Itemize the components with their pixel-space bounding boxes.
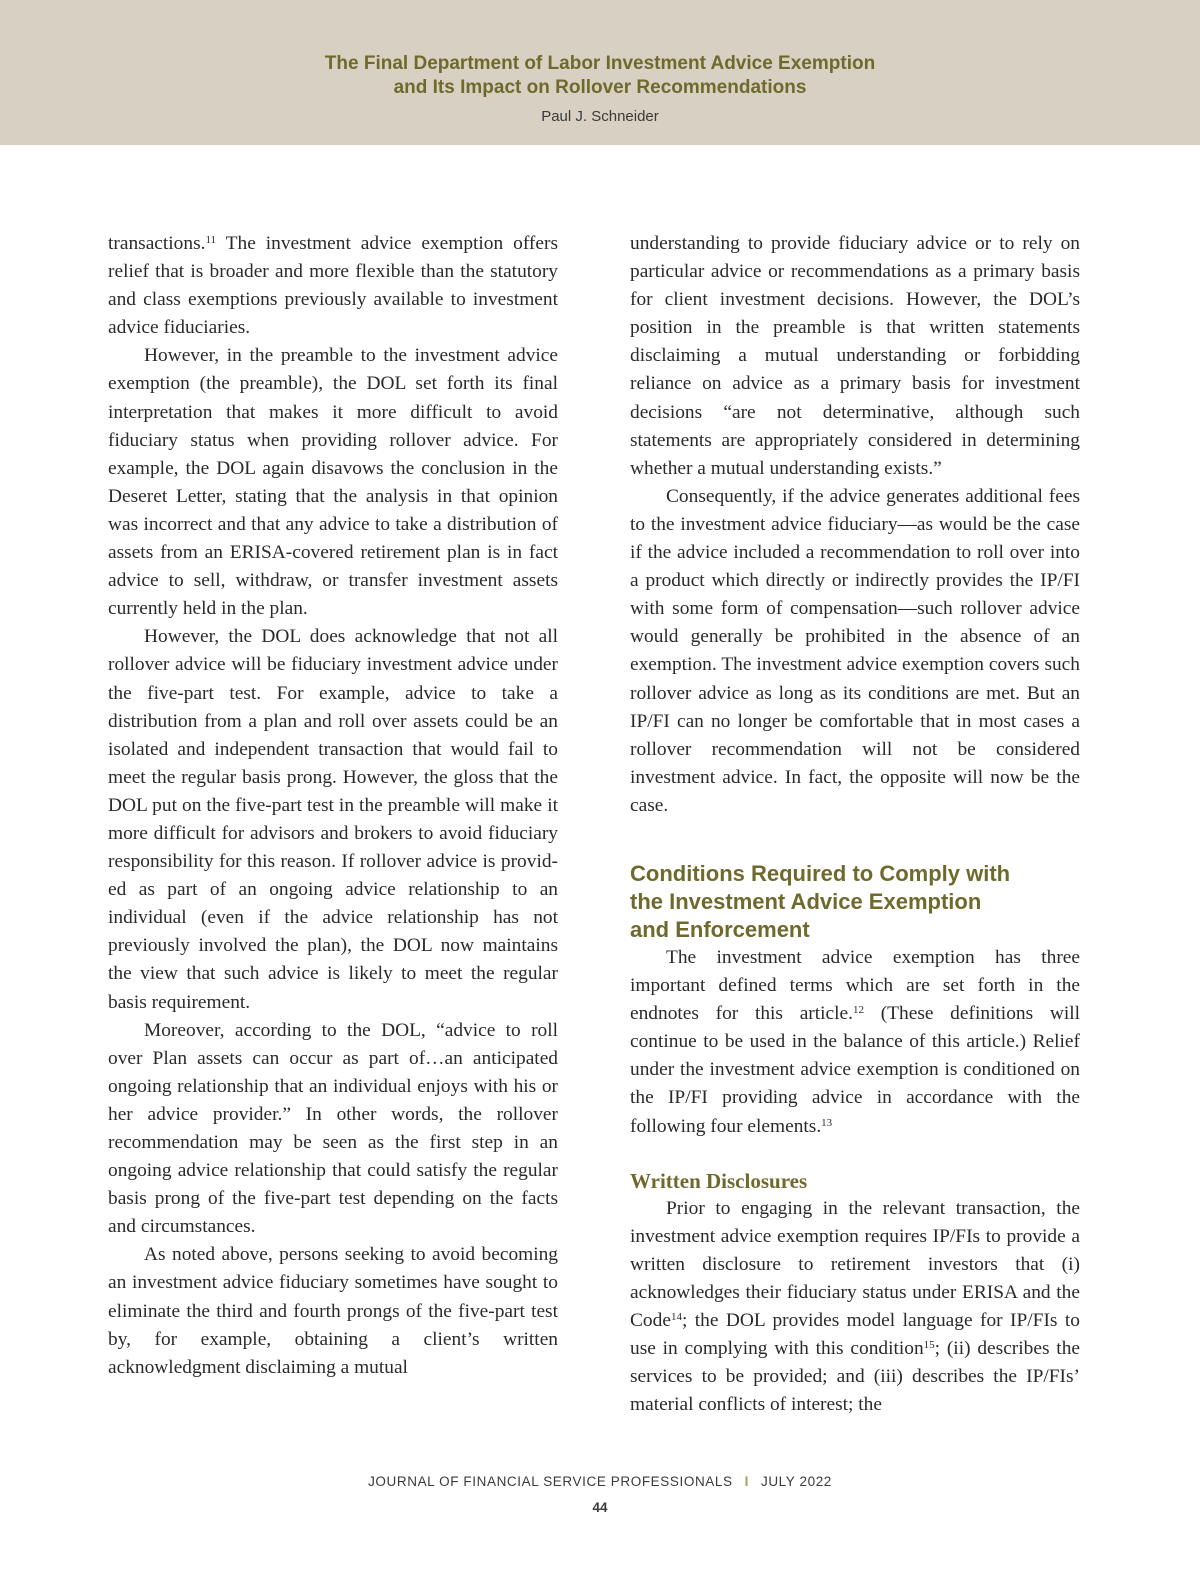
header-band — [0, 0, 1200, 145]
journal-name: JOURNAL OF FINANCIAL SERVICE PROFESSIONALS — [368, 1474, 733, 1489]
running-footer — [0, 1474, 1200, 1489]
section-heading-line: and Enforcement — [630, 916, 810, 942]
section-heading-line: Conditions Required to Comply with — [630, 860, 1011, 886]
paragraph-text: transactions. — [108, 233, 206, 254]
paragraph — [108, 230, 558, 342]
paragraph — [630, 944, 1080, 1141]
paragraph-text: ; (ii) describes the services to be provided; and (iii) describes the IP/FIs’ material conflicts of interest; the — [630, 1338, 1080, 1416]
article-title-line-1: The Final Department of Labor Investment Advice Exemption — [324, 53, 876, 74]
paragraph: As noted above, persons seeking to avoid becoming an investment advice fiduciary sometimes have sought to eliminate the third and fourth prongs of the five-part test by, for example, obtaining a client’s written acknowledgment disclaiming a mutual — [108, 1244, 558, 1378]
footnote-ref: 14 — [670, 1310, 682, 1323]
issue-date: JULY 2022 — [760, 1474, 832, 1489]
subsection-heading: Written Disclosures — [630, 1168, 808, 1193]
paragraph: However, the DOL does acknowledge that not all rollover advice will be fiduciary investment advice under the five-part test. For example, advice to take a distribution from a plan and roll over assets could be an isolated and independent transaction that would fail to meet the regular basis prong. However, the gloss that the DOL put on the five-part test in the preamble will make it more difficult for advisors and brokers to avoid fiduciary responsibility for this reason. If rollover advice is provided as part of an ongoing advice relationship to an individual (even if the advice relationship has not previously involved the plan), the DOL now maintains the view that such advice is likely to meet the regular basis requirement. — [108, 626, 558, 1013]
footnote-ref: 11 — [205, 233, 217, 246]
paragraph-text: (These definitions will continue to be used in the balance of this article.) Relief under the investment advice exemption is conditioned on the IP/FI providing advice in accordance with the following four elements. — [630, 1003, 1081, 1137]
right-column — [630, 230, 1080, 1419]
section-heading-line: the Investment Advice Exemption — [630, 888, 982, 914]
paragraph — [630, 1195, 1080, 1420]
paragraph: Moreover, according to the DOL, “advice to roll over Plan assets can occur as part of…an anticipated ongoing relationship that an individual enjoys with his or her advice provider.” In other words, the rollover recommendation may be seen as the first step in an ongoing advice relationship that could satisfy the regular basis prong of the five-part test depending on the facts and circumstances. — [108, 1019, 558, 1238]
paragraph-text: The investment advice exemption offers relief that is broader and more flexible than the statutory and class exemptions previously available to investment advice fiduciaries. — [108, 233, 558, 339]
section-heading — [630, 860, 1080, 944]
article-author: Paul J. Schneider — [541, 108, 659, 125]
paragraph-text: The investment advice exemption has three important defined terms which are set forth in the endnotes for this article. — [630, 946, 1080, 1025]
paragraph: Consequently, if the advice generates additional fees to the investment advice fiduciary—as would be the case if the advice included a recommendation to roll over into a product which directly or indirectly provides the IP/FI with some form of compensation—such rollover advice would generally be prohibited in the absence of an exemption. The investment advice exemption covers such rollover advice as long as its conditions are met. But an IP/FI can no longer be comfortable that in most cases a rollover recommendation will not be considered investment advice. In fact, the opposite will now be the case. — [630, 485, 1080, 816]
left-column — [108, 230, 558, 1382]
footer-separator: I — [744, 1474, 749, 1489]
footnote-ref: 13 — [821, 1116, 833, 1129]
article-title-line-2: and Its Impact on Rollover Recommendations — [393, 77, 807, 98]
paragraph: understanding to provide fiduciary advice or to rely on particular advice or recommendations as a primary basis for client investment decisions. However, the DOL’s position in the preamble is that written statements disclaiming a mutual understanding or forbidding reliance on advice as a primary basis for investment decisions “are not determinative, although such statements are appropriately considered in determining whether a mutual understanding exists.” — [630, 233, 1080, 479]
footnote-ref: 12 — [853, 1004, 864, 1017]
page-number: 44 — [592, 1500, 608, 1515]
footnote-ref: 15 — [923, 1339, 935, 1352]
paragraph-text: Prior to engaging in the relevant transaction, the investment advice exemption requires IP/FIs to provide a written disclosure to retirement investors that (i) acknowledges their fiduciary status under ERISA and the Code — [630, 1197, 1080, 1331]
paragraph: However, in the preamble to the investment advice exemption (the preamble), the DOL set forth its final interpretation that makes it more difficult to avoid fiduciary status when providing rollover advice. For example, the DOL again disavows the conclusion in the Deseret Letter, stating that the analysis in that opinion was incorrect and that any advice to take a distribution of assets from an ERISA-covered retirement plan is in fact advice to sell, withdraw, or transfer investment assets currently held in the plan. — [108, 345, 558, 620]
paragraph-text: ; the DOL provides model language for IP/FIs to use in complying with this condition — [630, 1310, 1080, 1360]
